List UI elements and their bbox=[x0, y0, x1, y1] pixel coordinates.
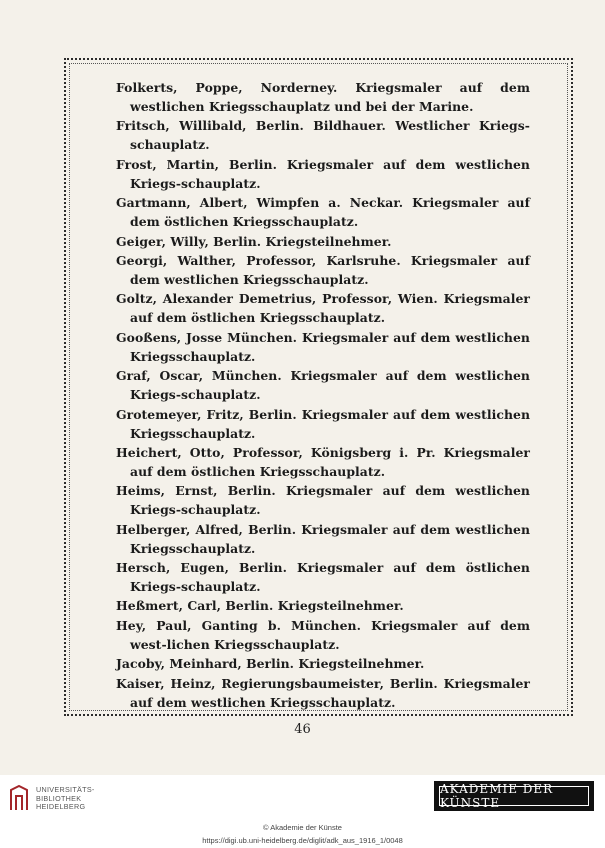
artist-entry: Jacoby, Meinhard, Berlin. Kriegsteilnehmer. bbox=[116, 656, 425, 672]
logo-text-line: HEIDELBERG bbox=[36, 802, 86, 811]
artist-entry: Gartmann, Albert, Wimpfen a. Neckar. Kriegsmaler auf dem östlichen Kriegsschauplatz. bbox=[116, 195, 530, 230]
artist-entry: Hey, Paul, Ganting b. München. Kriegsmaler auf dem west-lichen Kriegsschauplatz. bbox=[116, 617, 530, 652]
artist-entry: Geiger, Willy, Berlin. Kriegsteilnehmer. bbox=[116, 233, 392, 249]
university-library-icon bbox=[8, 784, 30, 812]
artist-entry: Heßmert, Carl, Berlin. Kriegsteilnehmer. bbox=[116, 598, 404, 614]
artist-entry: Folkerts, Poppe, Norderney. Kriegsmaler auf dem westlichen Kriegsschauplatz und bei der Marine. bbox=[116, 80, 530, 114]
logo-text-line: BIBLIOTHEK bbox=[36, 793, 82, 803]
academy-logo[interactable] bbox=[434, 781, 594, 811]
university-library-logo[interactable] bbox=[8, 781, 128, 819]
viewer-footer bbox=[0, 775, 605, 848]
artist-entry: Goltz, Alexander Demetrius, Professor, Wien. Kriegsmaler auf dem östlichen Kriegsschauplatz. bbox=[116, 291, 530, 326]
source-url-link[interactable]: https://digi.ub.uni-heidelberg.de/diglit/adk_aus_1916_1/0048 bbox=[202, 836, 403, 845]
artist-entry: Kaiser, Heinz, Regierungsbaumeister, Berlin. Kriegsmaler auf dem westlichen Kriegsschauplatz. bbox=[116, 675, 530, 710]
artist-entry: Grotemeyer, Fritz, Berlin. Kriegsmaler auf dem westlichen Kriegsschauplatz. bbox=[116, 406, 530, 441]
academy-logo-text: AKADEMIE DER KÜNSTE bbox=[439, 786, 589, 806]
artist-entry-list bbox=[116, 78, 530, 712]
page-number: 46 bbox=[294, 722, 311, 737]
artist-entry: Heims, Ernst, Berlin. Kriegsmaler auf dem westlichen Kriegs-schauplatz. bbox=[116, 483, 530, 518]
artist-entry: Graf, Oscar, München. Kriegsmaler auf dem westlichen Kriegs-schauplatz. bbox=[116, 368, 530, 403]
artist-entry: Fritsch, Willibald, Berlin. Bildhauer. Westlicher Kriegs-schauplatz. bbox=[116, 118, 530, 153]
artist-entry: Heichert, Otto, Professor, Königsberg i. Pr. Kriegsmaler auf dem östlichen Kriegsschauplatz. bbox=[116, 444, 530, 479]
artist-entry: Gooßens, Josse München. Kriegsmaler auf dem westlichen Kriegsschauplatz. bbox=[116, 329, 530, 364]
copyright-notice: © Akademie der Künste bbox=[263, 823, 342, 832]
artist-entry: Georgi, Walther, Professor, Karlsruhe. Kriegsmaler auf dem westlichen Kriegsschauplatz. bbox=[116, 252, 530, 287]
artist-entry: Frost, Martin, Berlin. Kriegsmaler auf dem westlichen Kriegs-schauplatz. bbox=[116, 156, 530, 191]
logo-text-line: UNIVERSITÄTS- bbox=[36, 785, 95, 794]
artist-entry: Helberger, Alfred, Berlin. Kriegsmaler auf dem westlichen Kriegsschauplatz. bbox=[116, 521, 530, 556]
artist-entry: Hersch, Eugen, Berlin. Kriegsmaler auf dem östlichen Kriegs-schauplatz. bbox=[116, 560, 530, 595]
